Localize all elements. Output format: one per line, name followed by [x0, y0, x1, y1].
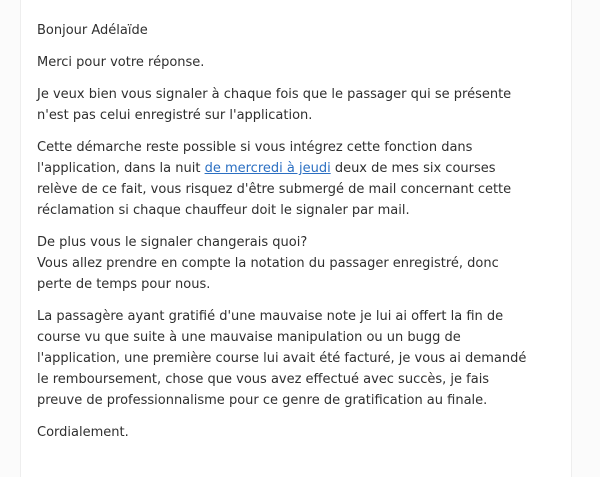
- paragraph-1: [37, 84, 557, 126]
- paragraph-3: [37, 232, 557, 295]
- paragraph-1-line: Je veux bien vous signaler à chaque fois que le passager qui se présente: [37, 87, 512, 102]
- paragraph-4-line: La passagère ayant gratifié d'une mauvaise note je lui ai offert la fin de: [37, 309, 504, 324]
- paragraph-3-line: perte de temps pour nous.: [37, 277, 211, 292]
- paragraph-4-line: preuve de professionnalisme pour ce genre de gratification au finale.: [37, 393, 488, 408]
- paragraph-1-line: n'est pas celui enregistré sur l'application.: [37, 108, 313, 123]
- date-link[interactable]: de mercredi à jeudi: [204, 161, 331, 176]
- paragraph-2: [37, 137, 557, 221]
- paragraph-2-text: deux de mes six courses: [330, 161, 496, 176]
- closing: Cordialement.: [37, 425, 129, 440]
- paragraph-3-line: De plus vous le signaler changerais quoi?: [37, 235, 308, 250]
- email-content: [37, 20, 557, 454]
- paragraph-4-line: l'application, une première course lui avait été facturé, je vous ai demandé: [37, 351, 527, 366]
- paragraph-4: [37, 306, 557, 411]
- paragraph-2-line-with-link: [37, 158, 557, 179]
- greeting: Bonjour Adélaïde: [37, 23, 148, 38]
- paragraph-2-line: relève de ce fait, vous risquez d'être submergé de mail concernant cette: [37, 182, 512, 197]
- paragraph-3-line: Vous allez prendre en compte la notation du passager enregistré, donc: [37, 256, 499, 271]
- paragraph-2-line: Cette démarche reste possible si vous intégrez cette fonction dans: [37, 140, 473, 155]
- email-body: [20, 0, 572, 477]
- paragraph-2-text: l'application, dans la nuit: [37, 161, 205, 176]
- paragraph-4-line: course vu que suite à une mauvaise manipulation ou un bugg de: [37, 330, 461, 345]
- thanks-line: Merci pour votre réponse.: [37, 55, 205, 70]
- paragraph-4-line: le remboursement, chose que vous avez effectué avec succès, je fais: [37, 372, 490, 387]
- paragraph-2-line: réclamation si chaque chauffeur doit le signaler par mail.: [37, 203, 410, 218]
